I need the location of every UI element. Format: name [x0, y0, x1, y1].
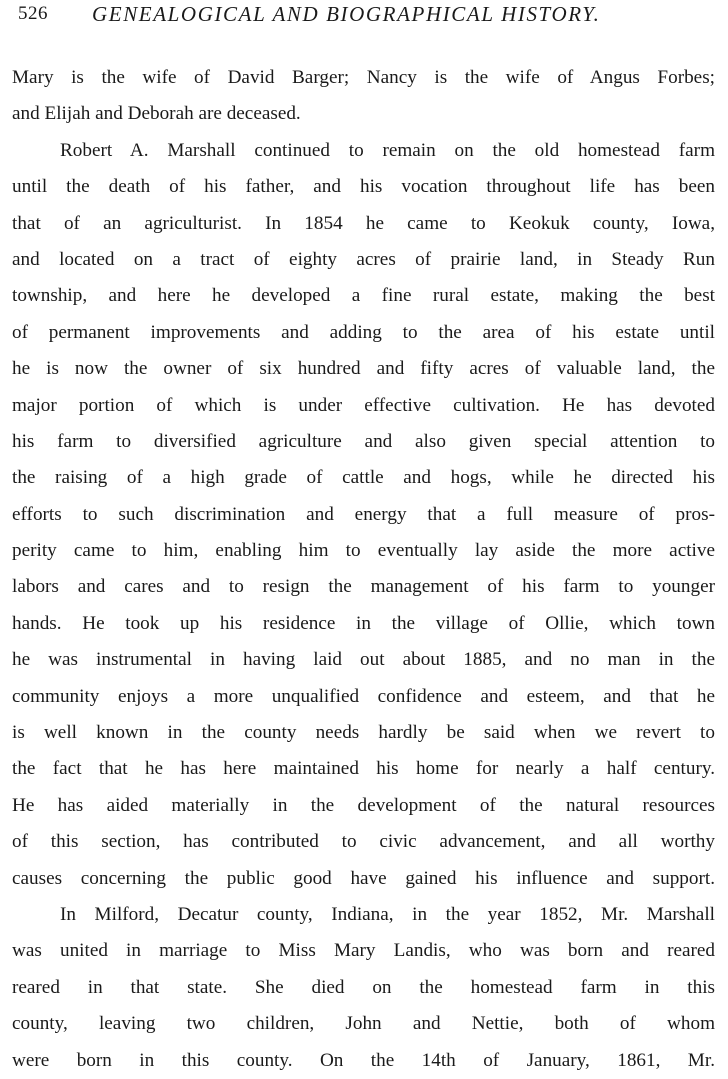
- page-header: [18, 3, 708, 33]
- paragraph-start-line: In Milford, Decatur county, Indiana, in the year 1852, Mr. Marshall: [60, 903, 715, 925]
- body-text: [12, 60, 715, 1079]
- text-line: labors and cares and to resign the management of his farm to younger: [12, 576, 715, 598]
- page-number: 526: [18, 3, 48, 24]
- text-line: he is now the owner of six hundred and fifty acres of valuable land, the: [12, 358, 715, 380]
- text-line: Mary is the wife of David Barger; Nancy is the wife of Angus Forbes;: [12, 67, 715, 88]
- text-line: causes concerning the public good have gained his influence and support.: [12, 867, 715, 889]
- running-title: GENEALOGICAL AND BIOGRAPHICAL HISTORY.: [92, 2, 601, 26]
- text-line: reared in that state. She died on the homestead farm in this: [12, 976, 715, 998]
- text-line: of this section, has contributed to civic advancement, and all worthy: [12, 831, 715, 853]
- text-line: hands. He took up his residence in the village of Ollie, which town: [12, 612, 715, 634]
- text-line: community enjoys a more unqualified confidence and esteem, and that he: [12, 685, 715, 707]
- paragraph-start-line: Robert A. Marshall continued to remain on the old homestead farm: [60, 139, 715, 161]
- text-line: were born in this county. On the 14th of January, 1861, Mr.: [12, 1049, 715, 1071]
- text-line: county, leaving two children, John and Nettie, both of whom: [12, 1013, 715, 1035]
- text-line: efforts to such discrimination and energy that a full measure of pros-: [12, 503, 715, 525]
- text-line: his farm to diversified agriculture and also given special attention to: [12, 430, 715, 452]
- text-line: the fact that he has here maintained his home for nearly a half century.: [12, 758, 715, 780]
- text-line: and Elijah and Deborah are deceased.: [12, 103, 301, 125]
- text-line: major portion of which is under effective cultivation. He has devoted: [12, 394, 715, 416]
- text-line: the raising of a high grade of cattle and hogs, while he directed his: [12, 467, 715, 489]
- text-line: township, and here he developed a fine rural estate, making the best: [12, 285, 715, 307]
- text-line: He has aided materially in the development of the natural resources: [12, 794, 715, 816]
- text-line: of permanent improvements and adding to the area of his estate until: [12, 321, 715, 343]
- text-line: he was instrumental in having laid out about 1885, and no man in the: [12, 649, 715, 671]
- text-line: was united in marriage to Miss Mary Landis, who was born and reared: [12, 940, 715, 962]
- text-line: until the death of his father, and his vocation throughout life has been: [12, 176, 715, 198]
- text-line: and located on a tract of eighty acres of prairie land, in Steady Run: [12, 248, 715, 270]
- text-line: is well known in the county needs hardly be said when we revert to: [12, 722, 715, 744]
- text-line: perity came to him, enabling him to eventually lay aside the more active: [12, 540, 715, 562]
- text-line: that of an agriculturist. In 1854 he came to Keokuk county, Iowa,: [12, 212, 715, 234]
